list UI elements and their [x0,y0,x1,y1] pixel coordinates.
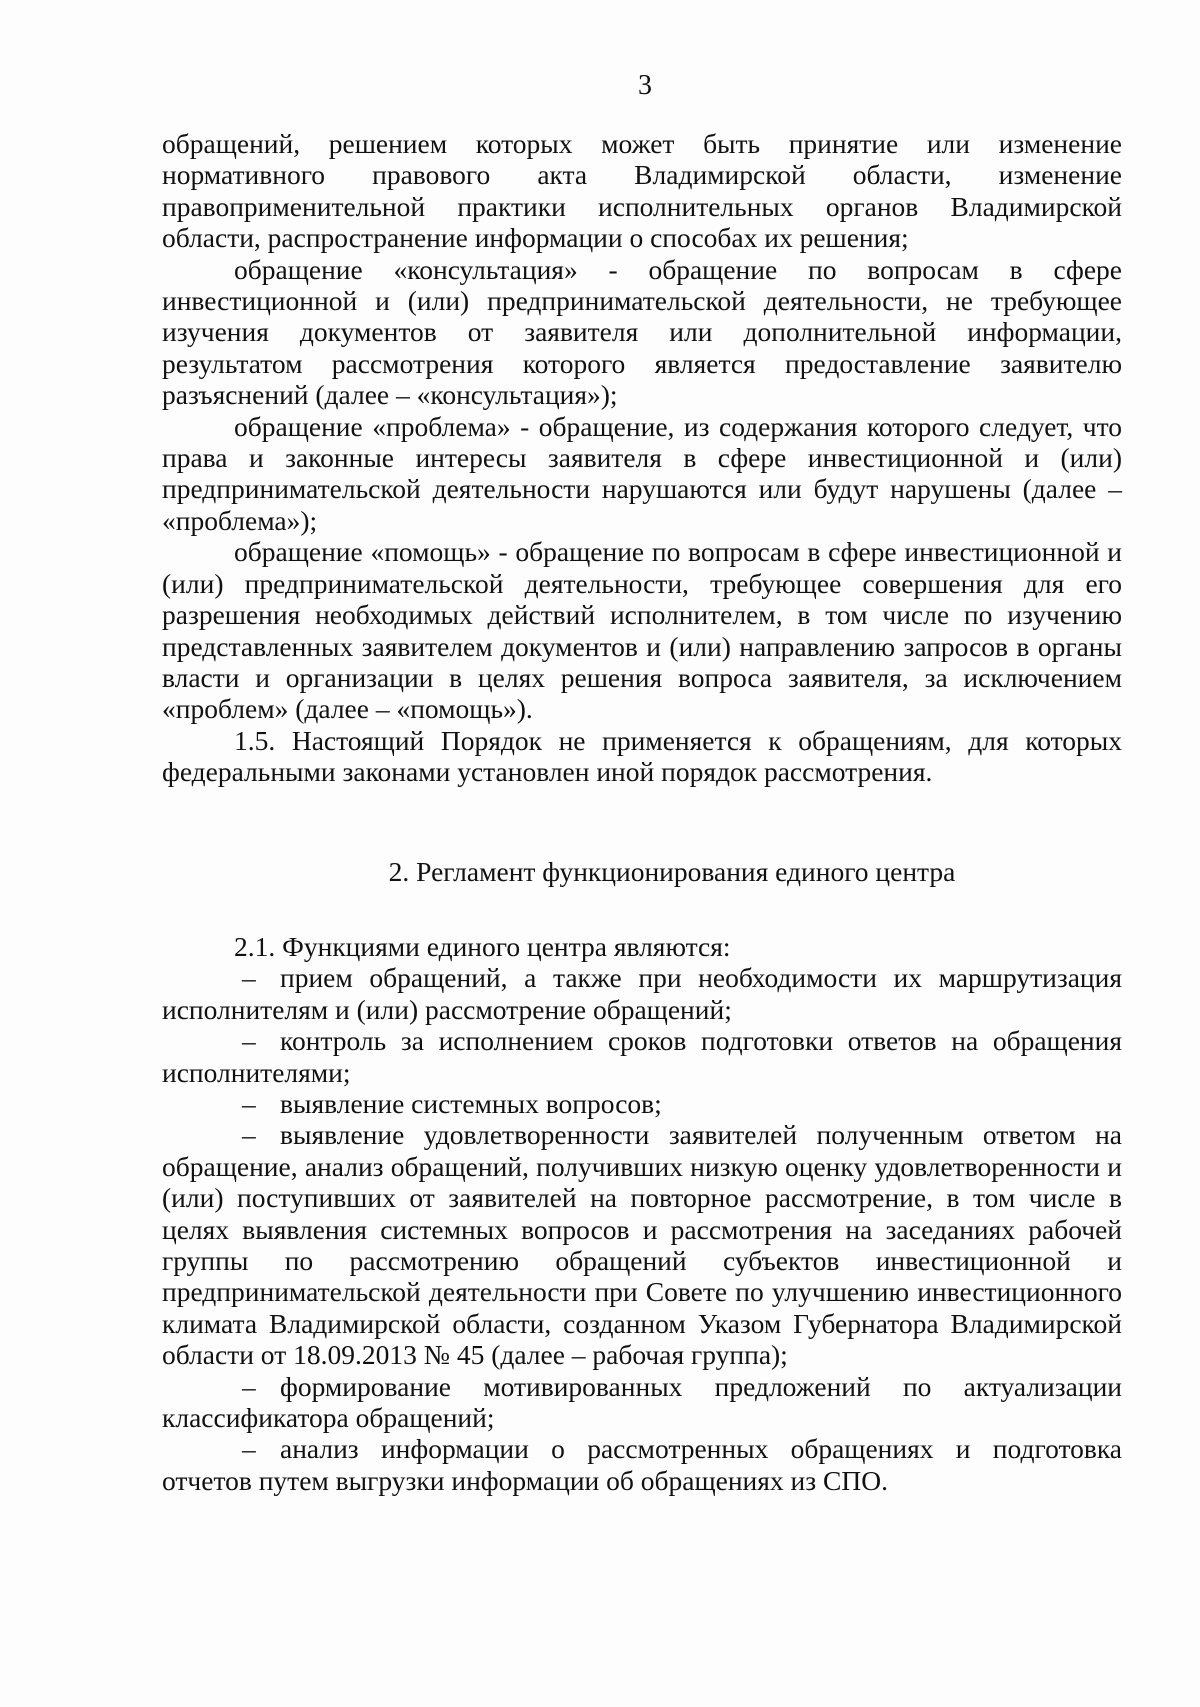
page-number: 3 [638,70,652,101]
list-item-text: прием обращений, а также при необходимости их маршрутизация исполнителям и (или) рассмотрение обращений; [162,962,1122,1025]
document-body [162,128,1122,1496]
paragraph: обращение «помощь» - обращение по вопросам в сфере инвестиционной и (или) предпринимательской деятельности, требующее совершения для его разрешения необходимых действий исполнителем, в том числе по изучению представленных заявителем документов и (или) направлению запросов в органы власти и организации в целях решения вопроса заявителя, за исключением «проблем» (далее – «помощь»). [162,536,1122,725]
paragraph: обращение «консультация» - обращение по вопросам в сфере инвестиционной и (или) предпринимательской деятельности, не требующее изучения документов от заявителя или дополнительной информации, результатом рассмотрения которого является предоставление заявителю разъяснений (далее – «консультация»); [162,253,1122,411]
paragraph: 1.5. Настоящий Порядок не применяется к обращениям, для которых федеральными законами установлен иной порядок рассмотрения. [162,724,1122,788]
dash-marker: – [242,1025,256,1057]
list-item [162,1025,1122,1088]
dash-marker: – [242,1370,256,1402]
dash-marker: – [242,962,256,994]
list-item-text: выявление удовлетворенности заявителей полученным ответом на обращение, анализ обращений, получивших низкую оценку удовлетворенности и (или) поступивших от заявителей на повторное рассмотрение, в том числе в целях выявления системных вопросов и рассмотрения на заседаниях рабочей группы по рассмотрению обращений субъектов инвестиционной и предпринимательской деятельности при Совете по улучшению инвестиционного климата Владимирской области, созданном Указом Губернатора Владимирской области от 18.09.2013 № 45 (далее – рабочая группа); [162,1119,1122,1371]
list-item [162,1119,1122,1370]
list-item [162,962,1122,1025]
dash-marker: – [242,1119,256,1151]
dash-marker: – [242,1433,256,1465]
section-intro: 2.1. Функциями единого центра являются: [234,930,731,962]
dash-marker: – [242,1087,256,1119]
list-item-text: выявление системных вопросов; [280,1087,662,1119]
paragraph-group-definitions [162,128,1122,788]
list-item-text: анализ информации о рассмотренных обращениях и подготовка отчетов путем выгрузки информации об обращениях из СПО. [162,1433,1122,1496]
list-item [162,1371,1122,1434]
list-item [162,1088,1122,1119]
paragraph: обращение «проблема» - обращение, из содержания которого следует, что права и законные интересы заявителя в сфере инвестиционной и (или) предпринимательской деятельности нарушаются или будут нарушены (далее – «проблема»); [162,410,1122,536]
section-heading: 2. Регламент функционирования единого центра [388,855,956,887]
paragraph: обращений, решением которых может быть принятие или изменение нормативного правового акта Владимирской области, изменение правоприменительной практики исполнительных органов Владимирской области, распространение информации о способах их решения; [162,128,1122,254]
list-item-text: формирование мотивированных предложений по актуализации классификатора обращений; [162,1370,1122,1434]
list-item [162,1433,1122,1496]
bullet-list [162,962,1122,1496]
list-item-text: контроль за исполнением сроков подготовки ответов на обращения исполнителями; [162,1025,1122,1088]
